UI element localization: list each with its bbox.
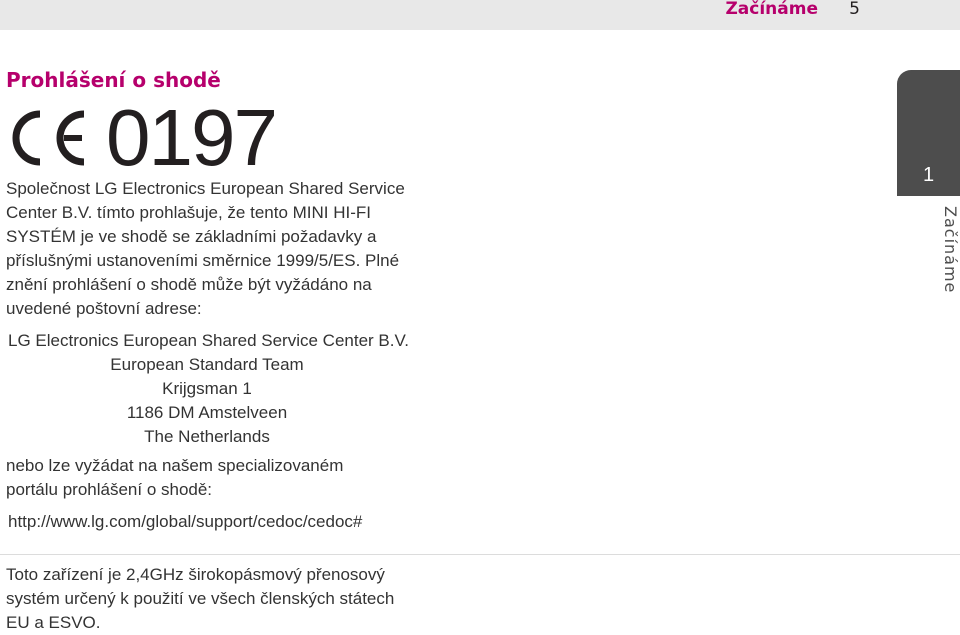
text-line: systém určený k použití ve všech členských státech (6, 589, 395, 608)
text-line: SYSTÉM je ve shodě se základními požadavky a (6, 227, 377, 246)
address-line: The Netherlands (144, 427, 270, 446)
address-line: 1186 DM Amstelveen (126, 403, 288, 422)
notified-body-number: 0197 (106, 93, 276, 182)
chapter-label: Začínáme (941, 206, 960, 294)
header-section-title: Začínáme (725, 0, 818, 19)
section-divider (0, 554, 960, 555)
page-number: 5 (849, 0, 860, 19)
wireless-paragraph (6, 563, 426, 635)
declaration-paragraph (6, 177, 426, 321)
address-line: European Standard Team (110, 355, 304, 374)
text-line: příslušnými ustanoveními směrnice 1999/5/ES. Plné (6, 251, 400, 270)
postal-address (0, 353, 414, 449)
chapter-number: 1 (897, 70, 960, 196)
address-company: LG Electronics European Shared Service Center B.V. (8, 331, 409, 350)
declaration-title: Prohlášení o shodě (6, 68, 221, 92)
text-line: Center B.V. tímto prohlašuje, že tento MINI HI-FI (6, 203, 372, 222)
portal-paragraph (6, 454, 426, 502)
text-line: Společnost LG Electronics European Shared Service (6, 179, 405, 198)
text-line: EU a ESVO. (6, 613, 101, 632)
text-line: uvedené poštovní adrese: (6, 299, 202, 318)
ce-marking (6, 93, 276, 182)
text-line: Toto zařízení je 2,4GHz širokopásmový přenosový (6, 565, 385, 584)
text-line: znění prohlášení o shodě může být vyžádáno na (6, 275, 372, 294)
declaration-url: http://www.lg.com/global/support/cedoc/cedoc# (8, 512, 363, 531)
page-header-bar (0, 0, 960, 30)
chapter-side-tab (897, 70, 960, 540)
text-line: nebo lze vyžádat na našem specializovaném (6, 456, 344, 475)
address-line: Krijgsman 1 (162, 379, 252, 398)
ce-conformity-mark-icon (6, 108, 88, 168)
text-line: portálu prohlášení o shodě: (6, 480, 213, 499)
